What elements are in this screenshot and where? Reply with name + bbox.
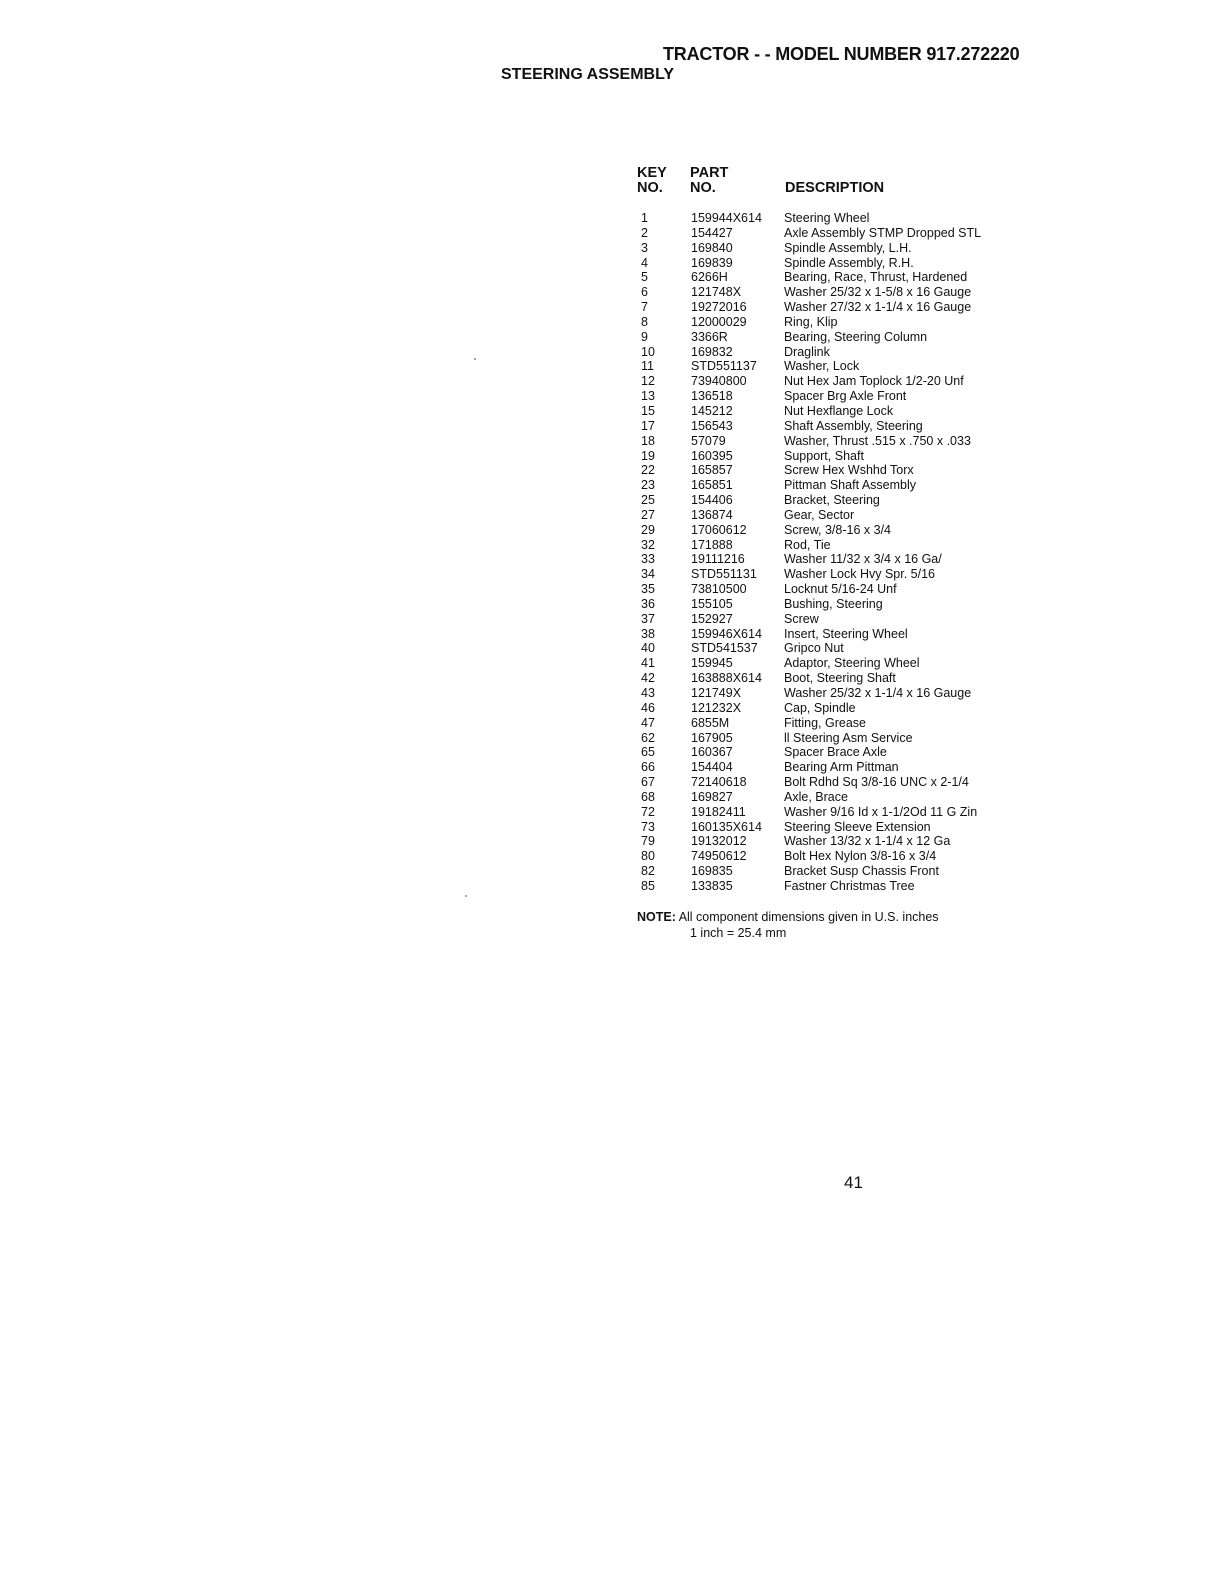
description-cell: Bearing, Steering Column	[784, 329, 928, 344]
part-no-cell: 155105	[691, 596, 733, 611]
key-no-cell: 68	[641, 789, 655, 804]
description-cell: Bracket, Steering	[784, 493, 880, 508]
key-no-cell: 2	[641, 225, 648, 240]
description-cell: Screw, 3/8-16 x 3/4	[784, 522, 892, 537]
part-no-cell: 133835	[691, 878, 733, 893]
key-no-cell: 36	[641, 596, 655, 611]
header-key-no-line2: NO.	[637, 180, 663, 196]
key-no-cell: 32	[641, 537, 655, 552]
part-no-cell: 6266H	[691, 270, 728, 285]
part-no-cell: 19111216	[691, 552, 745, 567]
key-no-cell: 41	[641, 656, 655, 671]
description-cell: Locknut 5/16-24 Unf	[784, 582, 897, 597]
part-no-cell: 19272016	[691, 300, 747, 315]
table-row	[636, 434, 1036, 449]
table-row	[636, 523, 1036, 538]
table-row	[636, 330, 1036, 345]
description-cell: Spindle Assembly, R.H.	[784, 255, 914, 270]
key-no-cell: 73	[641, 819, 655, 834]
part-no-cell: 3366R	[691, 329, 728, 344]
description-cell: Screw	[784, 611, 819, 626]
table-row	[636, 745, 1036, 760]
part-no-cell: 169832	[691, 344, 733, 359]
part-no-cell: 167905	[691, 730, 733, 745]
table-row	[636, 552, 1036, 567]
part-no-cell: 169835	[691, 864, 733, 879]
key-no-cell: 42	[641, 671, 655, 686]
key-no-cell: 19	[641, 448, 655, 463]
description-cell: Spindle Assembly, L.H.	[784, 240, 912, 255]
table-row	[636, 256, 1036, 271]
table-row	[636, 582, 1036, 597]
table-row	[636, 879, 1036, 894]
description-cell: Axle Assembly STMP Dropped STL	[784, 225, 982, 240]
key-no-cell: 6	[641, 285, 648, 300]
table-row	[636, 463, 1036, 478]
description-cell: Washer 25/32 x 1-5/8 x 16 Gauge	[784, 285, 972, 300]
key-no-cell: 9	[641, 329, 648, 344]
key-no-cell: 46	[641, 700, 655, 715]
part-no-cell: 121749X	[691, 686, 742, 700]
table-row	[636, 226, 1036, 241]
description-cell: Washer 13/32 x 1-1/4 x 12 Ga	[784, 834, 951, 849]
part-no-cell: 169840	[691, 240, 733, 255]
part-no-cell: STD551131	[691, 567, 757, 582]
description-cell: Spacer Brace Axle	[784, 745, 887, 760]
key-no-cell: 82	[641, 864, 655, 879]
key-no-cell: 79	[641, 834, 655, 849]
table-row	[636, 760, 1036, 775]
part-no-cell: 159944X614	[691, 211, 762, 225]
header-key-no-line1: KEY	[637, 165, 667, 181]
key-no-cell: 5	[641, 270, 648, 285]
table-row	[636, 389, 1036, 404]
description-cell: Spacer Brg Axle Front	[784, 389, 907, 404]
note-line2: 1 inch = 25.4 mm	[690, 926, 787, 940]
key-no-cell: 13	[641, 389, 655, 404]
table-row	[636, 345, 1036, 360]
table-row	[636, 775, 1036, 790]
description-cell: Cap, Spindle	[784, 700, 856, 715]
key-no-cell: 62	[641, 730, 655, 745]
key-no-cell: 18	[641, 433, 655, 448]
scan-speck	[465, 895, 467, 897]
description-cell: Screw Hex Wshhd Torx	[784, 463, 914, 478]
part-no-cell: 160395	[691, 448, 733, 463]
part-no-cell: 160135X614	[691, 819, 762, 834]
part-no-cell: 57079	[691, 433, 726, 448]
table-row	[636, 671, 1036, 686]
table-row	[636, 270, 1036, 285]
description-cell: Support, Shaft	[784, 448, 864, 463]
table-row	[636, 478, 1036, 493]
header-description: DESCRIPTION	[785, 180, 885, 196]
description-cell: Washer, Thrust .515 x .750 x .033	[784, 433, 971, 448]
part-no-cell: 136518	[691, 389, 733, 404]
table-row	[636, 656, 1036, 671]
description-cell: Bearing, Race, Thrust, Hardened	[784, 270, 968, 285]
header-part-no-line1: PART	[690, 165, 729, 181]
part-no-cell: 121232X	[691, 700, 742, 715]
table-row	[636, 493, 1036, 508]
key-no-cell: 80	[641, 849, 655, 864]
key-no-cell: 65	[641, 745, 655, 760]
description-cell: Gripco Nut	[784, 641, 844, 656]
part-no-cell: STD541537	[691, 641, 758, 656]
header-part-no-line2: NO.	[690, 180, 716, 196]
key-no-cell: 67	[641, 775, 655, 790]
key-no-cell: 72	[641, 804, 655, 819]
table-row	[636, 820, 1036, 835]
part-no-cell: 165851	[691, 478, 733, 493]
description-cell: Nut Hex Jam Toplock 1/2-20 Unf	[784, 374, 964, 389]
table-row	[636, 864, 1036, 879]
part-no-cell: 154404	[691, 760, 733, 775]
table-row	[636, 374, 1036, 389]
key-no-cell: 11	[641, 359, 654, 374]
key-no-cell: 35	[641, 582, 655, 597]
key-no-cell: 29	[641, 522, 655, 537]
part-no-cell: 159946X614	[691, 626, 762, 641]
description-cell: Adaptor, Steering Wheel	[784, 656, 920, 671]
table-row	[636, 538, 1036, 553]
key-no-cell: 17	[641, 418, 655, 433]
key-no-cell: 33	[641, 552, 655, 567]
key-no-cell: 25	[641, 493, 655, 508]
key-no-cell: 37	[641, 611, 655, 626]
description-cell: Bushing, Steering	[784, 596, 883, 611]
table-row	[636, 359, 1036, 374]
key-no-cell: 40	[641, 641, 655, 656]
description-cell: Draglink	[784, 344, 830, 359]
part-no-cell: 72140618	[691, 775, 747, 790]
description-cell: Gear, Sector	[784, 507, 855, 522]
table-row	[636, 849, 1036, 864]
part-no-cell: 19132012	[691, 834, 747, 849]
description-cell: Bearing Arm Pittman	[784, 760, 899, 775]
key-no-cell: 34	[641, 567, 655, 582]
description-cell: Ring, Klip	[784, 314, 838, 329]
table-row	[636, 597, 1036, 612]
table-row	[636, 790, 1036, 805]
key-no-cell: 43	[641, 686, 655, 700]
table-row	[636, 567, 1036, 582]
table-row	[636, 241, 1036, 256]
description-cell: Washer 9/16 Id x 1-1/2Od 11 G Zin	[784, 804, 978, 819]
part-no-cell: 17060612	[691, 522, 747, 537]
key-no-cell: 10	[641, 344, 655, 359]
table-row	[636, 701, 1036, 716]
table-row	[636, 285, 1036, 300]
part-no-cell: 136874	[691, 507, 733, 522]
description-cell: Bracket Susp Chassis Front	[784, 864, 939, 879]
table-row	[636, 612, 1036, 627]
part-no-cell: 6855M	[691, 715, 730, 730]
part-no-cell: 154427	[691, 225, 733, 240]
note-label: NOTE:	[637, 910, 676, 924]
section-title: STEERING ASSEMBLY	[501, 66, 675, 83]
key-no-cell: 38	[641, 626, 655, 641]
part-no-cell: 73940800	[691, 374, 747, 389]
part-no-cell: 12000029	[691, 314, 747, 329]
description-cell: Nut Hexflange Lock	[784, 403, 894, 418]
table-row	[636, 449, 1036, 464]
description-cell: Steering Sleeve Extension	[784, 819, 931, 834]
key-no-cell: 7	[641, 300, 648, 315]
table-row	[636, 211, 1036, 226]
key-no-cell: 22	[641, 463, 655, 478]
part-no-cell: 145212	[691, 403, 733, 418]
page-number: 41	[844, 1173, 863, 1192]
part-no-cell: 152927	[691, 611, 733, 626]
description-cell: Pittman Shaft Assembly	[784, 478, 917, 493]
table-row	[636, 315, 1036, 330]
table-row	[636, 834, 1036, 849]
part-no-cell: 121748X	[691, 285, 742, 300]
part-no-cell: 73810500	[691, 582, 747, 597]
part-no-cell: 163888X614	[691, 671, 762, 686]
description-cell: Fitting, Grease	[784, 715, 866, 730]
table-row	[636, 805, 1036, 820]
key-no-cell: 12	[641, 374, 655, 389]
description-cell: Shaft Assembly, Steering	[784, 418, 923, 433]
part-no-cell: 171888	[691, 537, 733, 552]
part-no-cell: 159945	[691, 656, 733, 671]
description-cell: ll Steering Asm Service	[784, 730, 913, 745]
table-row	[636, 419, 1036, 434]
description-cell: Steering Wheel	[784, 211, 870, 225]
description-cell: Washer 27/32 x 1-1/4 x 16 Gauge	[784, 300, 972, 315]
key-no-cell: 15	[641, 403, 655, 418]
part-no-cell: 160367	[691, 745, 733, 760]
parts-list	[636, 211, 1036, 894]
document-title: TRACTOR - - MODEL NUMBER 917.272220	[663, 44, 1020, 64]
table-row	[636, 508, 1036, 523]
table-row	[636, 300, 1036, 315]
key-no-cell: 27	[641, 507, 655, 522]
part-no-cell: 169827	[691, 789, 733, 804]
key-no-cell: 85	[641, 878, 655, 893]
table-row	[636, 404, 1036, 419]
description-cell: Rod, Tie	[784, 537, 831, 552]
description-cell: Axle, Brace	[784, 789, 848, 804]
description-cell: Washer 25/32 x 1-1/4 x 16 Gauge	[784, 686, 972, 700]
table-row	[636, 641, 1036, 656]
part-no-cell: STD551137	[691, 359, 757, 374]
part-no-cell: 74950612	[691, 849, 747, 864]
description-cell: Fastner Christmas Tree	[784, 878, 915, 893]
part-no-cell: 154406	[691, 493, 733, 508]
note	[637, 910, 939, 925]
note-line1: All component dimensions given in U.S. inches	[678, 910, 939, 924]
description-cell: Bolt Hex Nylon 3/8-16 x 3/4	[784, 849, 937, 864]
description-cell: Boot, Steering Shaft	[784, 671, 896, 686]
key-no-cell: 4	[641, 255, 648, 270]
table-row	[636, 686, 1036, 701]
part-no-cell: 169839	[691, 255, 733, 270]
table-row	[636, 627, 1036, 642]
table-row	[636, 716, 1036, 731]
description-cell: Washer, Lock	[784, 359, 860, 374]
key-no-cell: 8	[641, 314, 648, 329]
description-cell: Insert, Steering Wheel	[784, 626, 908, 641]
key-no-cell: 23	[641, 478, 655, 493]
description-cell: Washer Lock Hvy Spr. 5/16	[784, 567, 935, 582]
part-no-cell: 156543	[691, 418, 733, 433]
key-no-cell: 66	[641, 760, 655, 775]
part-no-cell: 19182411	[691, 804, 746, 819]
table-row	[636, 731, 1036, 746]
key-no-cell: 1	[641, 211, 648, 225]
scan-speck	[474, 358, 476, 360]
description-cell: Washer 11/32 x 3/4 x 16 Ga/	[784, 552, 942, 567]
part-no-cell: 165857	[691, 463, 733, 478]
description-cell: Bolt Rdhd Sq 3/8-16 UNC x 2-1/4	[784, 775, 969, 790]
key-no-cell: 3	[641, 240, 648, 255]
key-no-cell: 47	[641, 715, 655, 730]
